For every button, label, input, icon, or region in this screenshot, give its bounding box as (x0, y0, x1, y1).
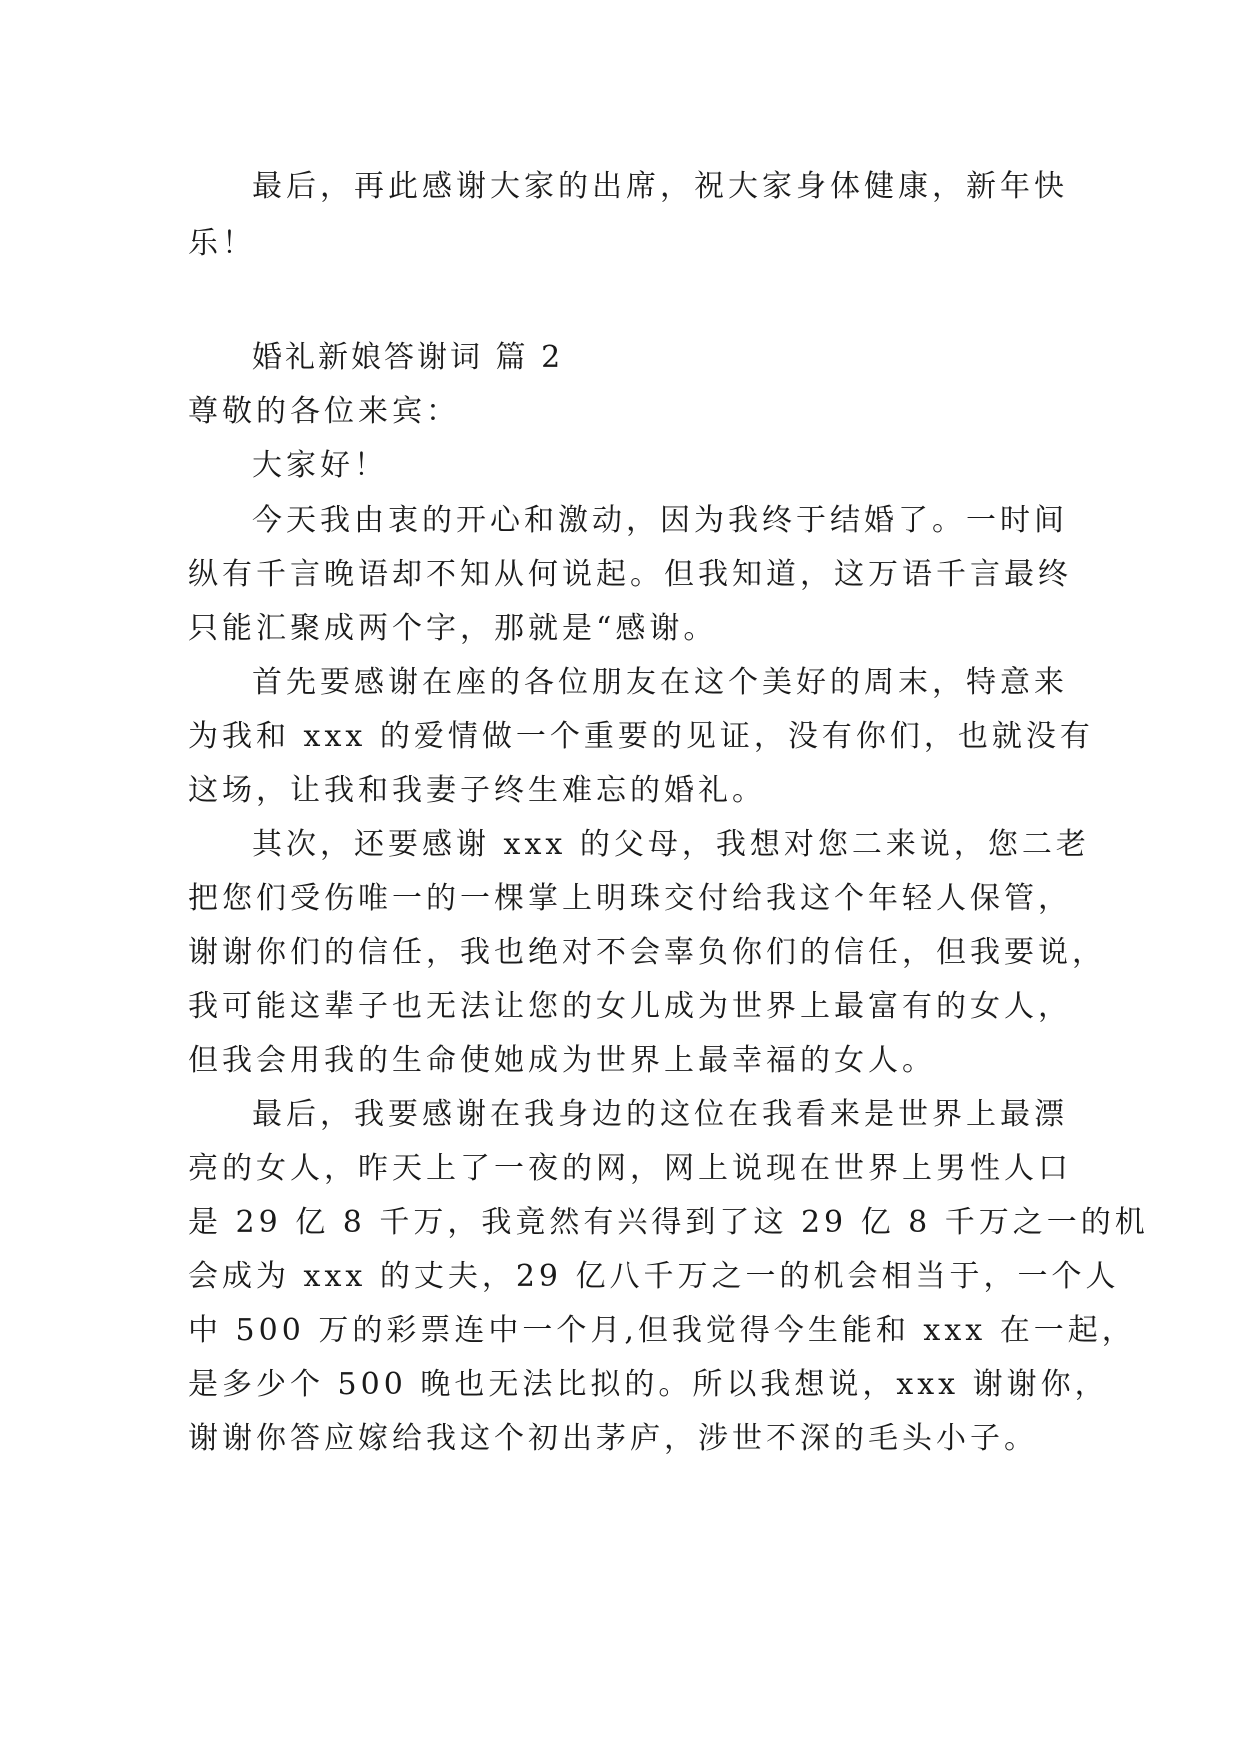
paragraph-4-line-7: 谢谢你答应嫁给我这个初出茅庐，涉世不深的毛头小子。 (188, 1421, 1038, 1456)
paragraph-2-line-1: 首先要感谢在座的各位朋友在这个美好的周末，特意来 (252, 665, 1068, 700)
paragraph-3-line-1: 其次，还要感谢 xxx 的父母，我想对您二来说，您二老 (252, 827, 1090, 862)
paragraph-2-line-2: 为我和 xxx 的爱情做一个重要的见证，没有你们，也就没有 (188, 719, 1094, 754)
greeting: 大家好！ (252, 448, 388, 483)
paragraph-3-line-4: 我可能这辈子也无法让您的女儿成为世界上最富有的女人， (188, 989, 1072, 1024)
section-heading: 婚礼新娘答谢词 篇 2 (252, 340, 564, 375)
paragraph-1-line-3: 只能汇聚成两个字，那就是“感谢。 (188, 611, 718, 646)
paragraph-4-line-3: 是 29 亿 8 千万，我竟然有兴得到了这 29 亿 8 千万之一的机 (188, 1205, 1149, 1240)
paragraph-4-line-1: 最后，我要感谢在我身边的这位在我看来是世界上最漂 (252, 1097, 1068, 1132)
paragraph-1-line-2: 纵有千言晚语却不知从何说起。但我知道，这万语千言最终 (188, 557, 1072, 592)
paragraph-4-line-4: 会成为 xxx 的丈夫，29 亿八千万之一的机会相当于，一个人 (188, 1259, 1120, 1294)
paragraph-3-line-3: 谢谢你们的信任，我也绝对不会辜负你们的信任，但我要说， (188, 935, 1106, 970)
paragraph-3-line-5: 但我会用我的生命使她成为世界上最幸福的女人。 (188, 1043, 936, 1078)
paragraph-4-line-6: 是多少个 500 晚也无法比拟的。所以我想说，xxx 谢谢你， (188, 1367, 1109, 1402)
closing-paragraph-line-1: 最后，再此感谢大家的出席，祝大家身体健康，新年快 (252, 169, 1068, 204)
paragraph-1-line-1: 今天我由衷的开心和激动，因为我终于结婚了。一时间 (252, 503, 1068, 538)
paragraph-2-line-3: 这场，让我和我妻子终生难忘的婚礼。 (188, 773, 766, 808)
paragraph-3-line-2: 把您们受伤唯一的一棵掌上明珠交付给我这个年轻人保管， (188, 881, 1072, 916)
paragraph-4-line-5: 中 500 万的彩票连中一个月,但我觉得今生能和 xxx 在一起， (188, 1313, 1136, 1348)
salutation: 尊敬的各位来宾： (188, 394, 460, 429)
paragraph-4-line-2: 亮的女人，昨天上了一夜的网，网上说现在世界上男性人口 (188, 1151, 1072, 1186)
closing-paragraph-line-2: 乐！ (188, 226, 256, 261)
